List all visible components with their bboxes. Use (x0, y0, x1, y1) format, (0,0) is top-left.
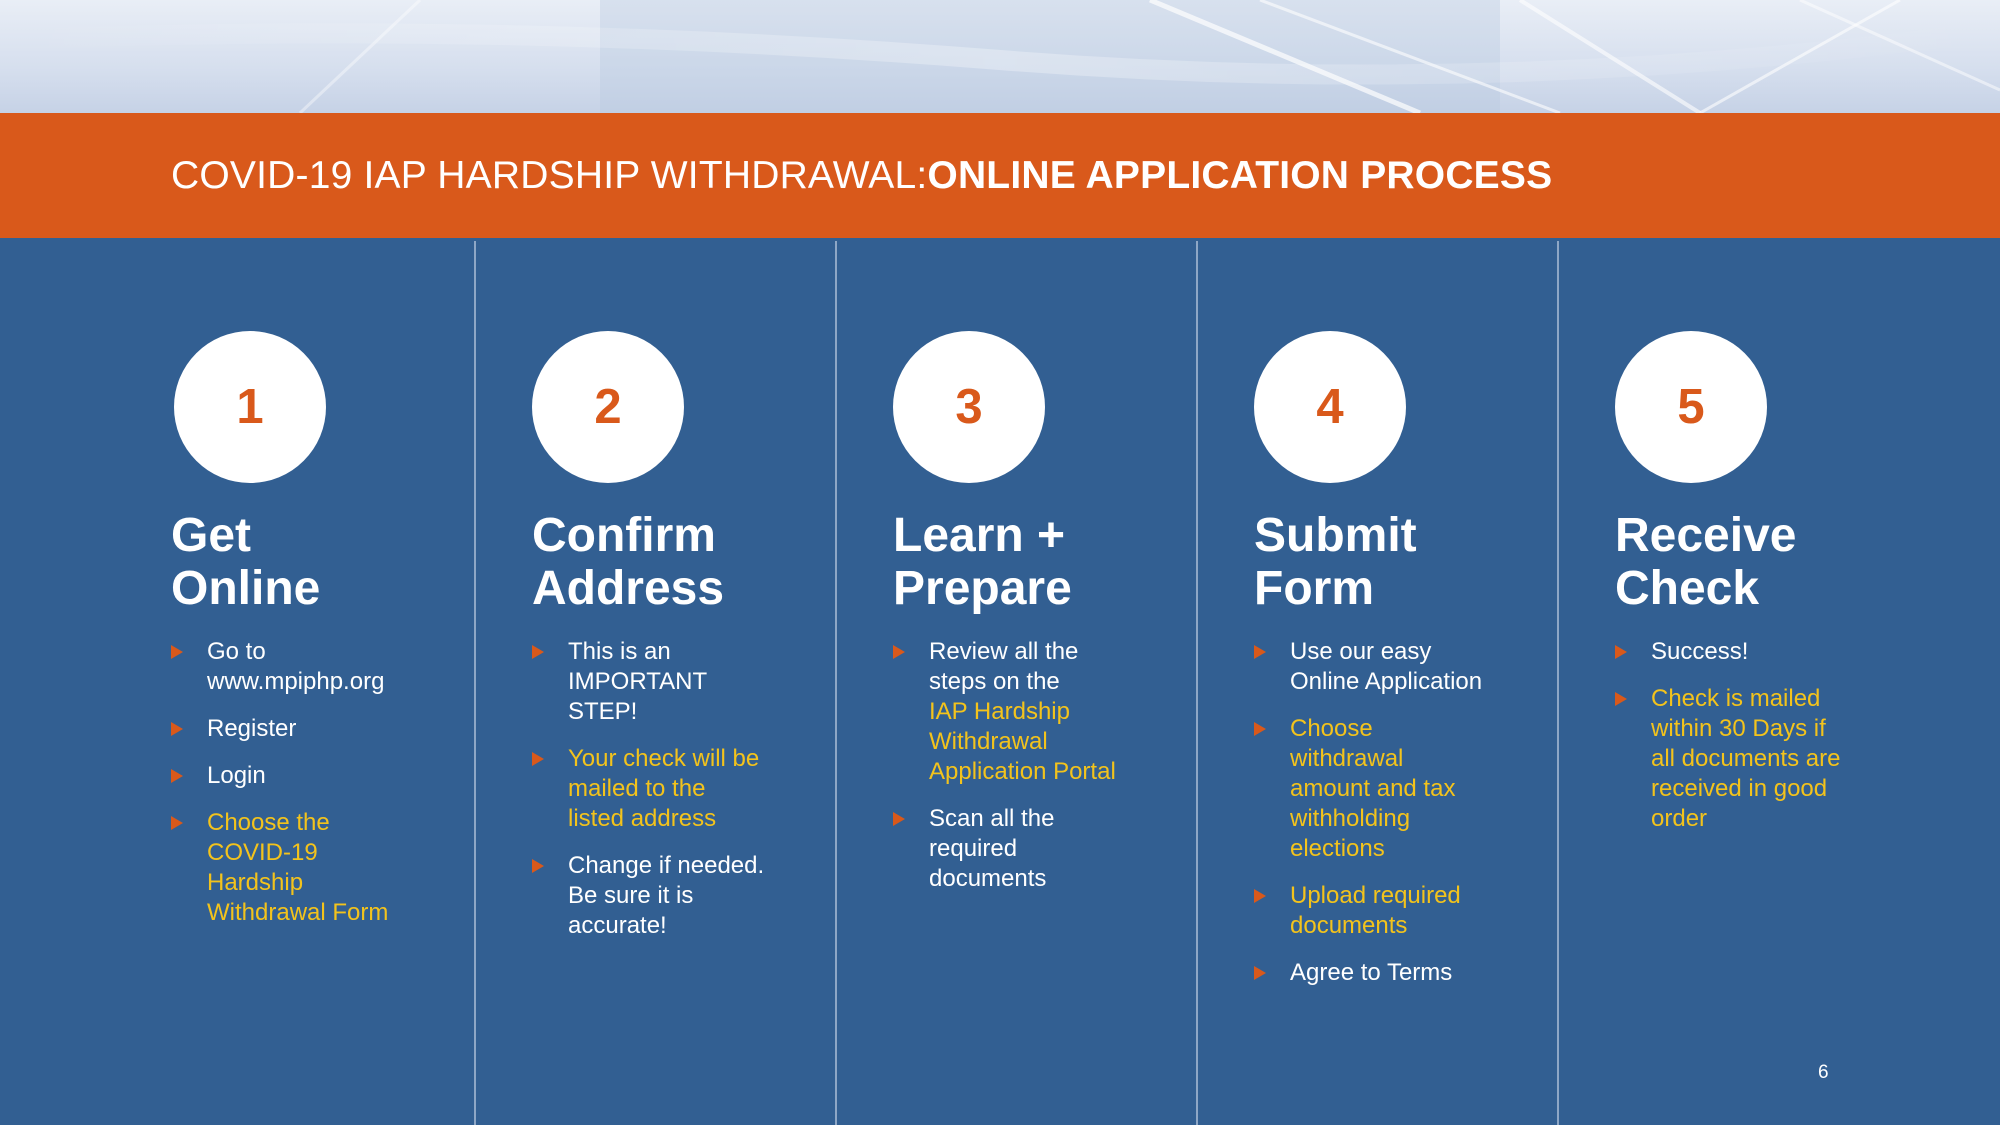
bullet-line: Go to (207, 638, 266, 665)
bullet-line: withholding (1290, 805, 1411, 832)
arrow-bullet-icon (1254, 889, 1266, 903)
step-bullet-list (1254, 637, 1584, 1005)
bullet-line: Success! (1651, 638, 1749, 665)
bullet-item-highlight (1615, 684, 1945, 834)
bullet-line: Your check will be (568, 745, 760, 772)
bullet-line: amount and tax (1290, 775, 1456, 802)
bullet-line: accurate! (568, 912, 667, 939)
banner-pattern (0, 0, 2000, 113)
bullet-item (1254, 958, 1584, 988)
arrow-bullet-icon (1254, 722, 1266, 736)
bullet-line-highlight: Withdrawal (929, 728, 1048, 755)
bullet-line: elections (1290, 835, 1385, 862)
bullet-line: withdrawal (1290, 745, 1404, 772)
bullet-line: required (929, 835, 1018, 862)
arrow-bullet-icon (532, 859, 544, 873)
step-title-line: Address (532, 562, 725, 615)
step-title-line: Prepare (893, 562, 1072, 615)
title-regular: COVID-19 IAP HARDSHIP WITHDRAWAL: (171, 153, 928, 197)
bullet-line: order (1651, 805, 1708, 832)
bullet-item-highlight (171, 808, 501, 928)
arrow-bullet-icon (171, 769, 183, 783)
bullet-item (893, 804, 1223, 894)
bullet-item (171, 714, 501, 744)
step-number-badge: 1 (174, 331, 326, 483)
bullet-item (171, 761, 501, 791)
bullet-line: Agree to Terms (1290, 959, 1453, 986)
decorative-banner (0, 0, 2000, 113)
bullet-item (1615, 637, 1945, 667)
bullet-line: all documents are (1651, 745, 1841, 772)
bullet-item (532, 637, 862, 727)
bullet-line: Change if needed. (568, 852, 765, 879)
arrow-bullet-icon (893, 812, 905, 826)
step-title-line: Receive (1615, 509, 1797, 562)
bullet-line: Check is mailed (1651, 685, 1821, 712)
bullet-line: Review all the (929, 638, 1079, 665)
arrow-bullet-icon (171, 816, 183, 830)
bullet-line: Choose (1290, 715, 1373, 742)
bullet-line: Be sure it is (568, 882, 694, 909)
bullet-line: www.mpiphp.org (207, 668, 385, 695)
step-bullet-list (1615, 637, 1945, 851)
bullet-item (1254, 637, 1584, 697)
bullet-item (532, 851, 862, 941)
step-title-line: Check (1615, 562, 1760, 615)
step-title-line: Get (171, 509, 252, 562)
title-bold: ONLINE APPLICATION PROCESS (927, 153, 1553, 197)
arrow-bullet-icon (171, 722, 183, 736)
bullet-line: Use our easy (1290, 638, 1432, 665)
bullet-line: mailed to the (568, 775, 706, 802)
step-title (171, 509, 320, 615)
bullet-item (893, 637, 1223, 787)
bullet-line: listed address (568, 805, 717, 832)
step-title (1254, 509, 1417, 615)
page-title (171, 113, 1552, 238)
bullet-line: IMPORTANT (568, 668, 708, 695)
arrow-bullet-icon (1254, 645, 1266, 659)
bullet-item (171, 637, 501, 697)
bullet-line: Login (207, 762, 266, 789)
step-title-line: Form (1254, 562, 1374, 615)
arrow-bullet-icon (532, 645, 544, 659)
arrow-bullet-icon (1615, 692, 1627, 706)
bullet-item-highlight (532, 744, 862, 834)
bullet-line-highlight: IAP Hardship (929, 698, 1070, 725)
bullet-line: Withdrawal Form (207, 899, 389, 926)
step-title (1615, 509, 1796, 615)
bullet-line-highlight: Application Portal (929, 758, 1116, 785)
step-number-badge: 3 (893, 331, 1045, 483)
bullet-line: Hardship (207, 869, 304, 896)
bullet-line: Upload required (1290, 882, 1461, 909)
bullet-line: Scan all the (929, 805, 1055, 832)
page-number: 6 (1818, 1062, 1829, 1083)
bullet-line: STEP! (568, 698, 638, 725)
step-number-badge: 4 (1254, 331, 1406, 483)
step-title-line: Learn + (893, 509, 1066, 562)
bullet-line: received in good (1651, 775, 1828, 802)
bullet-line: Choose the (207, 809, 330, 836)
arrow-bullet-icon (532, 752, 544, 766)
bullet-line: COVID-19 (207, 839, 318, 866)
bullet-line: Online Application (1290, 668, 1483, 695)
bullet-line: within 30 Days if (1651, 715, 1826, 742)
arrow-bullet-icon (893, 645, 905, 659)
bullet-line: documents (1290, 912, 1408, 939)
step-title (532, 509, 724, 615)
step-number-badge: 5 (1615, 331, 1767, 483)
bullet-line: steps on the (929, 668, 1060, 695)
title-bar (0, 113, 2000, 238)
step-title-line: Online (171, 562, 321, 615)
arrow-bullet-icon (1254, 966, 1266, 980)
step-title-line: Confirm (532, 509, 716, 562)
bullet-item-highlight (1254, 881, 1584, 941)
step-title-line: Submit (1254, 509, 1417, 562)
step-title (893, 509, 1072, 615)
bullet-line: This is an (568, 638, 671, 665)
step-bullet-list (171, 637, 501, 945)
step-number-badge: 2 (532, 331, 684, 483)
step-bullet-list (893, 637, 1223, 911)
arrow-bullet-icon (1615, 645, 1627, 659)
bullet-line: documents (929, 865, 1047, 892)
step-bullet-list (532, 637, 862, 958)
bullet-item-highlight (1254, 714, 1584, 864)
bullet-line: Register (207, 715, 297, 742)
arrow-bullet-icon (171, 645, 183, 659)
